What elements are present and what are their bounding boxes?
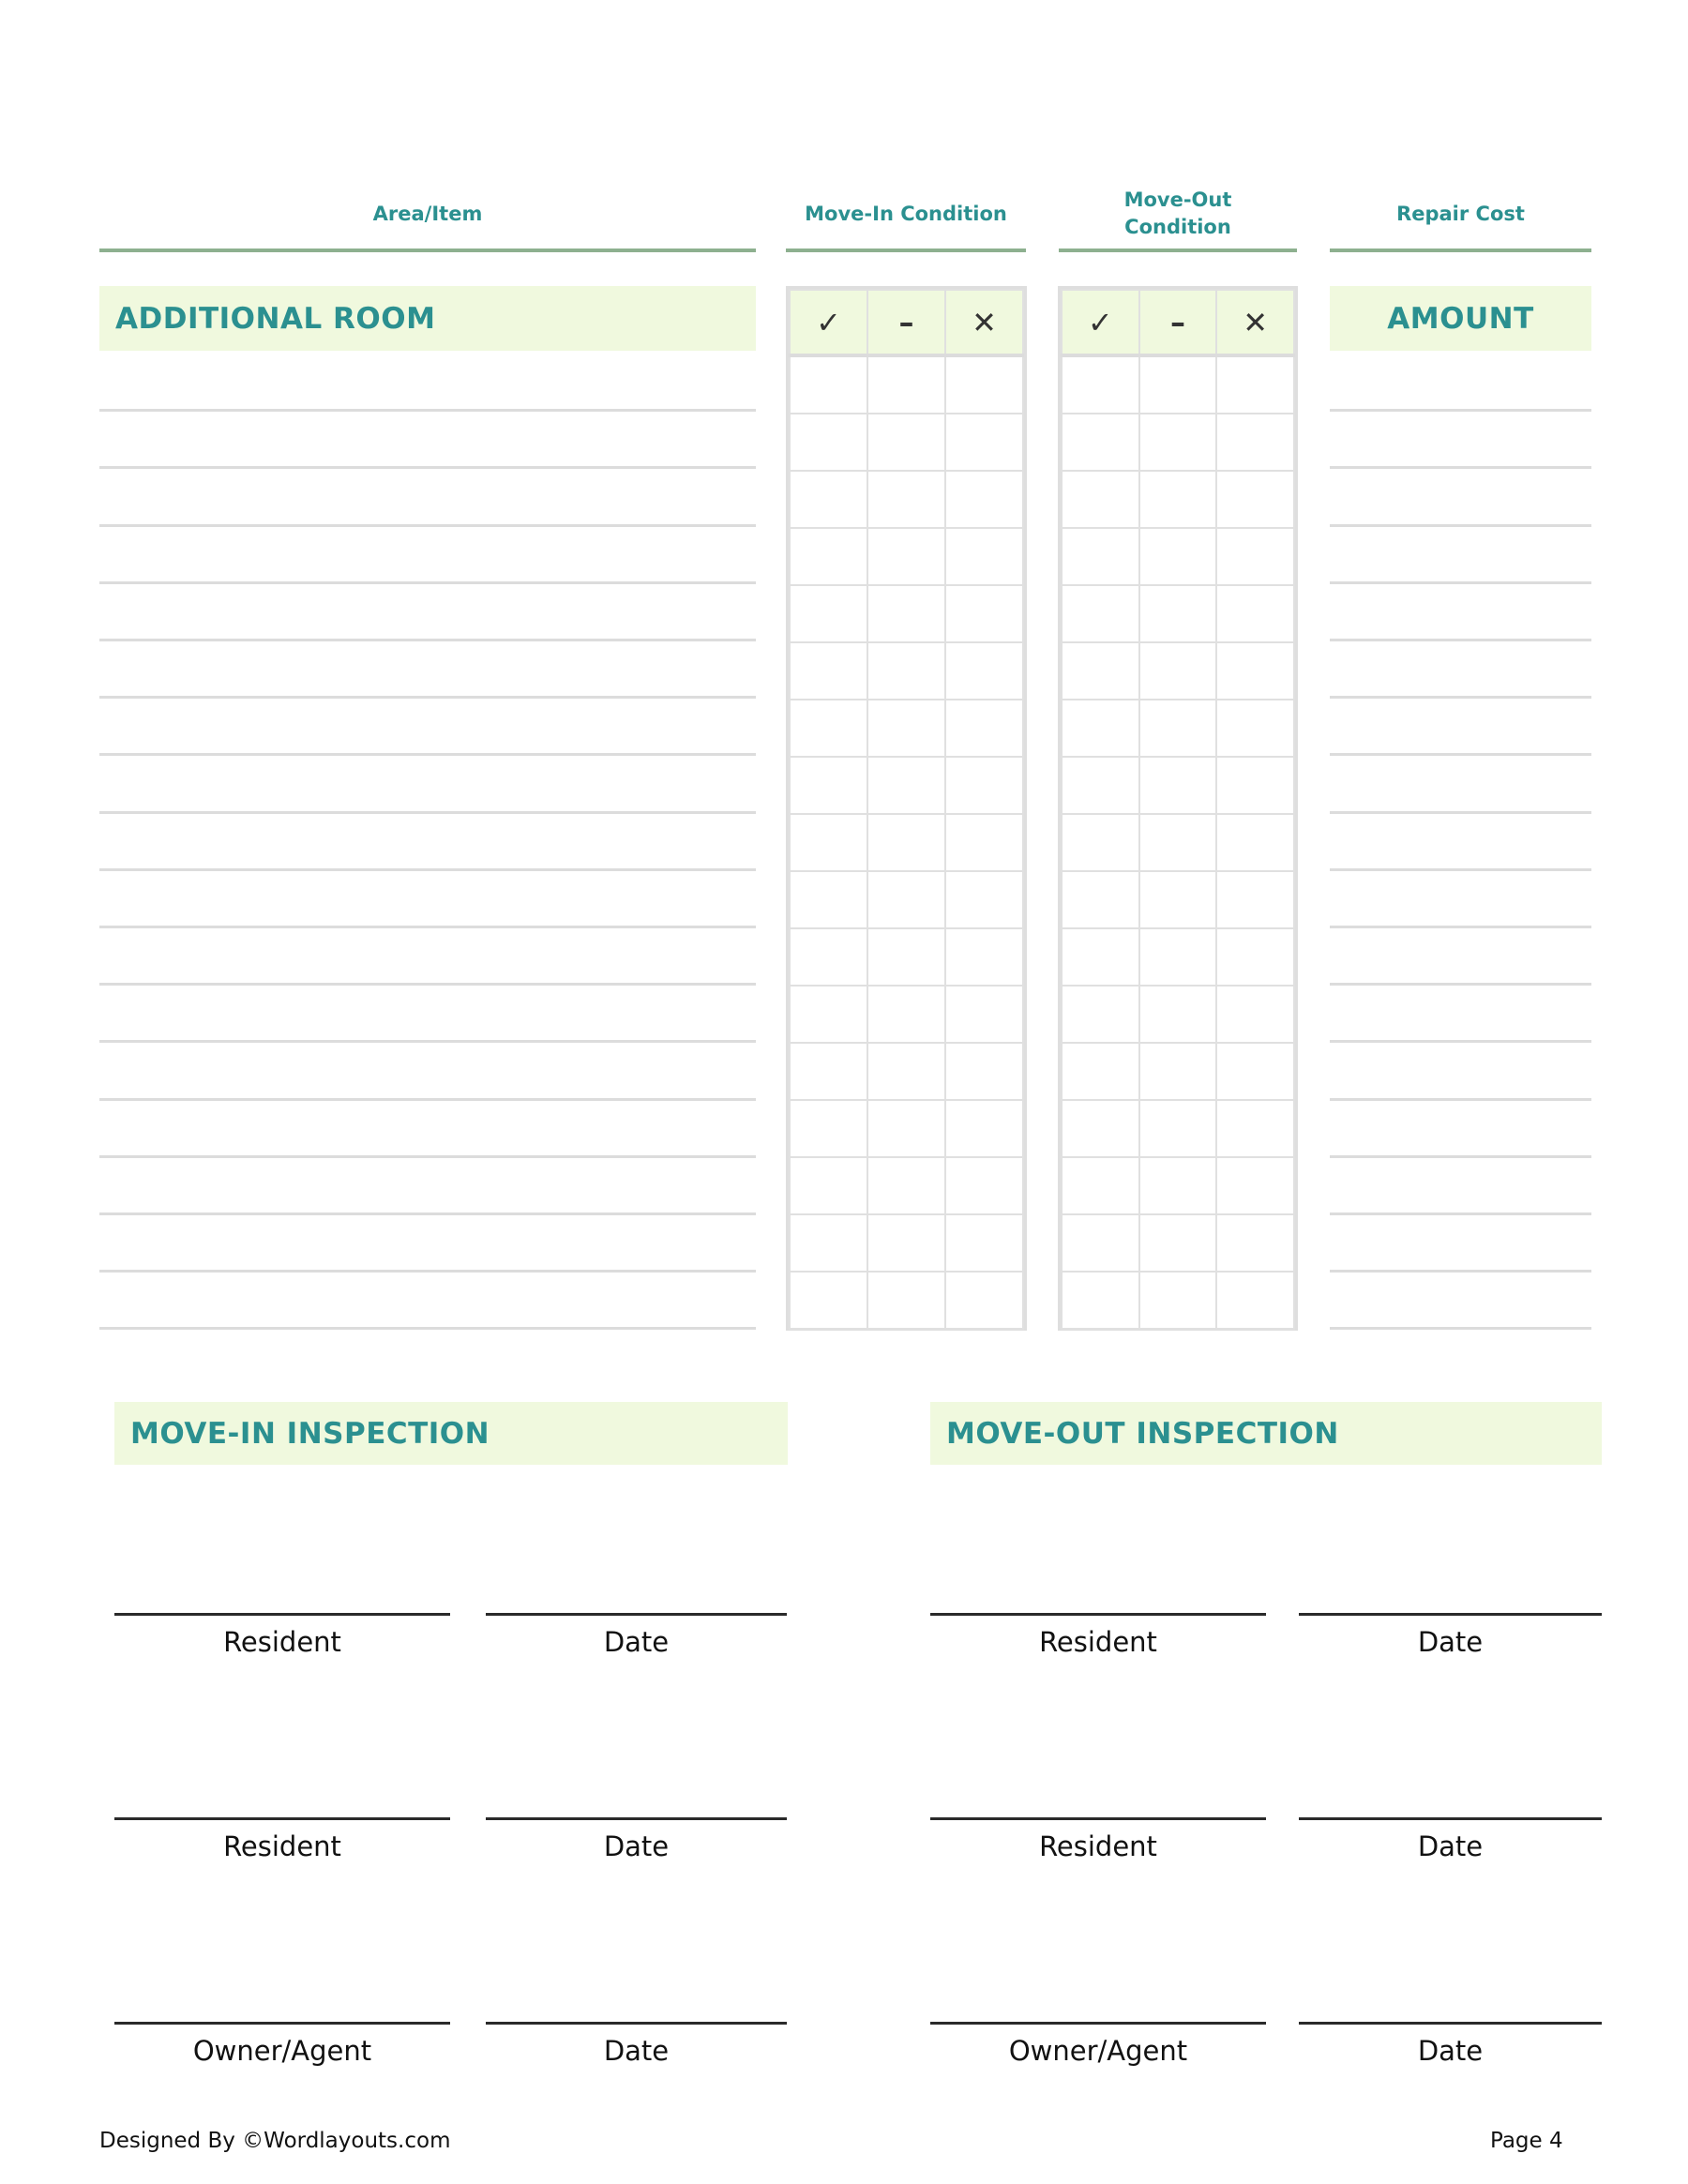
condition-cell[interactable] [867, 355, 945, 414]
amount-row-line[interactable] [1330, 639, 1591, 641]
condition-row [1062, 642, 1294, 700]
condition-cell[interactable] [790, 814, 867, 871]
area-item-row-line[interactable] [99, 696, 756, 699]
condition-cell[interactable] [790, 528, 867, 585]
area-item-row-line[interactable] [99, 1155, 756, 1158]
condition-cell[interactable] [945, 1043, 1023, 1100]
condition-cell[interactable] [1216, 1100, 1294, 1157]
condition-cell[interactable] [1139, 700, 1217, 757]
condition-cell[interactable] [945, 528, 1023, 585]
condition-cell[interactable] [867, 1043, 945, 1100]
condition-row [1062, 757, 1294, 814]
condition-cell[interactable] [1139, 1214, 1217, 1272]
condition-row [1062, 414, 1294, 471]
move-in-signature-line-3[interactable] [114, 2022, 450, 2025]
condition-cell[interactable] [1139, 585, 1217, 642]
checkmark-icon: ✓ [790, 290, 867, 355]
move-out-inspection-band [930, 1402, 1602, 1465]
condition-cell[interactable] [945, 700, 1023, 757]
move-out-condition-table [1061, 289, 1295, 1330]
condition-row [790, 700, 1023, 757]
condition-cell[interactable] [1216, 585, 1294, 642]
condition-cell[interactable] [945, 1214, 1023, 1272]
move-in-signature-line-1[interactable] [114, 1613, 450, 1616]
amount-row-line[interactable] [1330, 1040, 1591, 1043]
condition-row [790, 471, 1023, 528]
section-title: ADDITIONAL ROOM [115, 301, 436, 336]
condition-row [1062, 986, 1294, 1043]
condition-cell[interactable] [867, 1214, 945, 1272]
dash-icon: – [867, 290, 945, 355]
amount-row-line[interactable] [1330, 1212, 1591, 1215]
condition-row [1062, 355, 1294, 414]
condition-row [1062, 585, 1294, 642]
move-in-date-line-1[interactable] [486, 1613, 787, 1616]
cross-icon: ✕ [945, 290, 1023, 355]
condition-row [1062, 1272, 1294, 1329]
section-title-band [99, 286, 756, 351]
condition-cell[interactable] [1139, 1100, 1217, 1157]
column-header-label: Area/Item [372, 202, 483, 225]
amount-row-line[interactable] [1330, 868, 1591, 871]
move-out-signature-label-3: Owner/Agent [1008, 2035, 1188, 2067]
condition-cell[interactable] [790, 1043, 867, 1100]
column-header-label: Condition [1124, 216, 1231, 238]
condition-cell[interactable] [1139, 414, 1217, 471]
condition-row [1062, 528, 1294, 585]
condition-cell[interactable] [1062, 585, 1139, 642]
amount-row-line[interactable] [1330, 1327, 1591, 1330]
move-out-signature-label-1: Resident [1039, 1626, 1157, 1658]
condition-cell[interactable] [1139, 528, 1217, 585]
area-item-row-line[interactable] [99, 466, 756, 469]
amount-row-line[interactable] [1330, 983, 1591, 986]
condition-cell[interactable] [1216, 1043, 1294, 1100]
condition-row [790, 1214, 1023, 1272]
condition-cell[interactable] [867, 414, 945, 471]
condition-cell[interactable] [1216, 1272, 1294, 1329]
area-item-row-line[interactable] [99, 868, 756, 871]
condition-cell[interactable] [945, 871, 1023, 928]
area-item-row-line[interactable] [99, 639, 756, 641]
condition-row [790, 871, 1023, 928]
condition-cell[interactable] [1062, 986, 1139, 1043]
condition-cell[interactable] [867, 642, 945, 700]
amount-row-line[interactable] [1330, 753, 1591, 756]
condition-cell[interactable] [790, 700, 867, 757]
area-item-row-line[interactable] [99, 581, 756, 584]
condition-cell[interactable] [790, 1157, 867, 1214]
condition-cell[interactable] [867, 700, 945, 757]
area-item-row-line[interactable] [99, 1098, 756, 1101]
condition-cell[interactable] [1062, 814, 1139, 871]
condition-cell[interactable] [945, 1100, 1023, 1157]
condition-cell[interactable] [1139, 471, 1217, 528]
condition-cell[interactable] [867, 986, 945, 1043]
condition-cell[interactable] [1062, 871, 1139, 928]
condition-row [790, 757, 1023, 814]
condition-cell[interactable] [945, 1157, 1023, 1214]
column-header-area-item [99, 178, 756, 249]
condition-row [790, 414, 1023, 471]
column-header-move-out [1059, 178, 1297, 249]
condition-row [1062, 871, 1294, 928]
condition-cell[interactable] [1139, 642, 1217, 700]
condition-row [1062, 814, 1294, 871]
area-item-row-line[interactable] [99, 1040, 756, 1043]
condition-row [790, 986, 1023, 1043]
amount-row-line[interactable] [1330, 1270, 1591, 1273]
condition-cell[interactable] [945, 757, 1023, 814]
area-item-row-line[interactable] [99, 409, 756, 412]
condition-cell[interactable] [945, 414, 1023, 471]
condition-cell[interactable] [1062, 1043, 1139, 1100]
condition-cell[interactable] [867, 471, 945, 528]
condition-cell[interactable] [1216, 355, 1294, 414]
condition-cell[interactable] [1062, 1100, 1139, 1157]
condition-cell[interactable] [1062, 1272, 1139, 1329]
condition-cell[interactable] [1216, 814, 1294, 871]
condition-row [790, 1272, 1023, 1329]
area-item-row-line[interactable] [99, 811, 756, 814]
condition-cell[interactable] [790, 1272, 867, 1329]
column-header-repair-cost [1330, 178, 1591, 249]
move-in-date-label-3: Date [603, 2035, 670, 2067]
condition-row [790, 814, 1023, 871]
condition-cell[interactable] [1139, 757, 1217, 814]
condition-cell[interactable] [790, 1214, 867, 1272]
condition-row [1062, 1157, 1294, 1214]
condition-cell[interactable] [945, 986, 1023, 1043]
condition-cell[interactable] [867, 1100, 945, 1157]
condition-row [790, 1043, 1023, 1100]
area-item-row-line[interactable] [99, 983, 756, 986]
move-out-date-label-3: Date [1417, 2035, 1484, 2067]
area-item-row-line[interactable] [99, 753, 756, 756]
move-in-condition-table [789, 289, 1024, 1330]
condition-cell[interactable] [1062, 528, 1139, 585]
condition-cell[interactable] [1139, 814, 1217, 871]
condition-cell[interactable] [1062, 757, 1139, 814]
condition-cell[interactable] [1216, 700, 1294, 757]
condition-cell[interactable] [790, 414, 867, 471]
condition-row [790, 1100, 1023, 1157]
cross-icon: ✕ [1216, 290, 1294, 355]
move-out-signature-line-1[interactable] [930, 1613, 1266, 1616]
condition-cell[interactable] [1139, 928, 1217, 986]
condition-cell[interactable] [1062, 642, 1139, 700]
area-item-row-line[interactable] [99, 1270, 756, 1273]
area-item-row-line[interactable] [99, 1327, 756, 1330]
amount-row-line[interactable] [1330, 1155, 1591, 1158]
dash-icon: – [1139, 290, 1217, 355]
condition-row [1062, 928, 1294, 986]
condition-cell[interactable] [1139, 1043, 1217, 1100]
amount-row-line[interactable] [1330, 811, 1591, 814]
condition-cell[interactable] [1062, 471, 1139, 528]
condition-cell[interactable] [790, 986, 867, 1043]
checkmark-icon: ✓ [1062, 290, 1139, 355]
condition-row [1062, 1214, 1294, 1272]
column-header-move-in [786, 178, 1026, 249]
move-out-inspection-title: MOVE-OUT INSPECTION [946, 1416, 1339, 1451]
condition-cell[interactable] [1139, 1272, 1217, 1329]
move-out-signature-line-2[interactable] [930, 1817, 1266, 1820]
amount-row-line[interactable] [1330, 1098, 1591, 1101]
condition-row [790, 642, 1023, 700]
condition-cell[interactable] [1216, 471, 1294, 528]
condition-row [790, 585, 1023, 642]
footer-credit: Designed By ©Wordlayouts.com [99, 2129, 451, 2153]
condition-cell[interactable] [1062, 700, 1139, 757]
move-out-date-label-2: Date [1417, 1830, 1484, 1862]
condition-symbol-row [1062, 290, 1294, 355]
condition-cell[interactable] [790, 871, 867, 928]
condition-cell[interactable] [867, 757, 945, 814]
move-in-inspection-title: MOVE-IN INSPECTION [130, 1416, 490, 1451]
condition-cell[interactable] [1216, 871, 1294, 928]
condition-cell[interactable] [867, 1272, 945, 1329]
condition-cell[interactable] [790, 471, 867, 528]
page-number: Page 4 [1490, 2129, 1563, 2153]
condition-cell[interactable] [1216, 528, 1294, 585]
condition-cell[interactable] [1216, 1157, 1294, 1214]
condition-cell[interactable] [945, 355, 1023, 414]
condition-cell[interactable] [1216, 642, 1294, 700]
condition-cell[interactable] [945, 642, 1023, 700]
move-out-date-line-1[interactable] [1299, 1613, 1602, 1616]
amount-row-line[interactable] [1330, 524, 1591, 527]
header-rule [786, 249, 1026, 252]
move-in-date-line-2[interactable] [486, 1817, 787, 1820]
move-in-signature-line-2[interactable] [114, 1817, 450, 1820]
area-item-row-line[interactable] [99, 926, 756, 928]
amount-row-line[interactable] [1330, 466, 1591, 469]
amount-row-line[interactable] [1330, 696, 1591, 699]
move-out-signature-label-2: Resident [1039, 1830, 1157, 1862]
condition-cell[interactable] [945, 814, 1023, 871]
condition-cell[interactable] [790, 642, 867, 700]
header-rule [1059, 249, 1297, 252]
move-out-signature-line-3[interactable] [930, 2022, 1266, 2025]
move-in-inspection-band [114, 1402, 788, 1465]
header-rule [99, 249, 756, 252]
move-in-date-line-3[interactable] [486, 2022, 787, 2025]
amount-row-line[interactable] [1330, 581, 1591, 584]
area-item-row-line[interactable] [99, 1212, 756, 1215]
condition-cell[interactable] [1216, 414, 1294, 471]
condition-cell[interactable] [867, 871, 945, 928]
condition-row [790, 528, 1023, 585]
move-out-date-label-1: Date [1417, 1626, 1484, 1658]
condition-cell[interactable] [790, 757, 867, 814]
move-in-signature-label-1: Resident [223, 1626, 341, 1658]
condition-cell[interactable] [867, 928, 945, 986]
condition-cell[interactable] [867, 814, 945, 871]
condition-cell[interactable] [945, 1272, 1023, 1329]
condition-cell[interactable] [1139, 986, 1217, 1043]
condition-row [1062, 1100, 1294, 1157]
condition-cell[interactable] [1216, 757, 1294, 814]
condition-symbol-row [790, 290, 1023, 355]
move-in-date-label-1: Date [603, 1626, 670, 1658]
header-rule [1330, 249, 1591, 252]
amount-row-line[interactable] [1330, 926, 1591, 928]
condition-row [1062, 1043, 1294, 1100]
column-header-label: Repair Cost [1396, 202, 1525, 225]
condition-row [1062, 471, 1294, 528]
move-in-date-label-2: Date [603, 1830, 670, 1862]
condition-cell[interactable] [1216, 1214, 1294, 1272]
condition-cell[interactable] [790, 355, 867, 414]
condition-cell[interactable] [945, 928, 1023, 986]
area-item-row-line[interactable] [99, 524, 756, 527]
condition-cell[interactable] [1062, 928, 1139, 986]
amount-row-line[interactable] [1330, 409, 1591, 412]
amount-header-band [1330, 286, 1591, 351]
column-header-label: Move-Out [1123, 188, 1232, 211]
condition-cell[interactable] [790, 1100, 867, 1157]
condition-cell[interactable] [790, 928, 867, 986]
condition-cell[interactable] [1216, 928, 1294, 986]
condition-cell[interactable] [1062, 1157, 1139, 1214]
condition-cell[interactable] [1062, 1214, 1139, 1272]
condition-cell[interactable] [790, 585, 867, 642]
move-out-date-line-2[interactable] [1299, 1817, 1602, 1820]
move-in-signature-label-3: Owner/Agent [192, 2035, 372, 2067]
move-in-signature-label-2: Resident [223, 1830, 341, 1862]
condition-cell[interactable] [1139, 355, 1217, 414]
amount-label: AMOUNT [1387, 301, 1534, 336]
move-out-date-line-3[interactable] [1299, 2022, 1602, 2025]
column-header-label: Move-In Condition [805, 202, 1007, 225]
condition-row [790, 928, 1023, 986]
condition-cell[interactable] [1062, 414, 1139, 471]
condition-cell[interactable] [867, 1157, 945, 1214]
condition-cell[interactable] [867, 585, 945, 642]
condition-cell[interactable] [1139, 871, 1217, 928]
move-out-condition-grid [1058, 286, 1298, 1331]
condition-cell[interactable] [945, 585, 1023, 642]
condition-cell[interactable] [945, 471, 1023, 528]
condition-cell[interactable] [1062, 355, 1139, 414]
condition-cell[interactable] [867, 528, 945, 585]
condition-row [790, 355, 1023, 414]
condition-cell[interactable] [1139, 1157, 1217, 1214]
condition-row [790, 1157, 1023, 1214]
condition-cell[interactable] [1216, 986, 1294, 1043]
condition-row [1062, 700, 1294, 757]
move-in-condition-grid [786, 286, 1027, 1331]
